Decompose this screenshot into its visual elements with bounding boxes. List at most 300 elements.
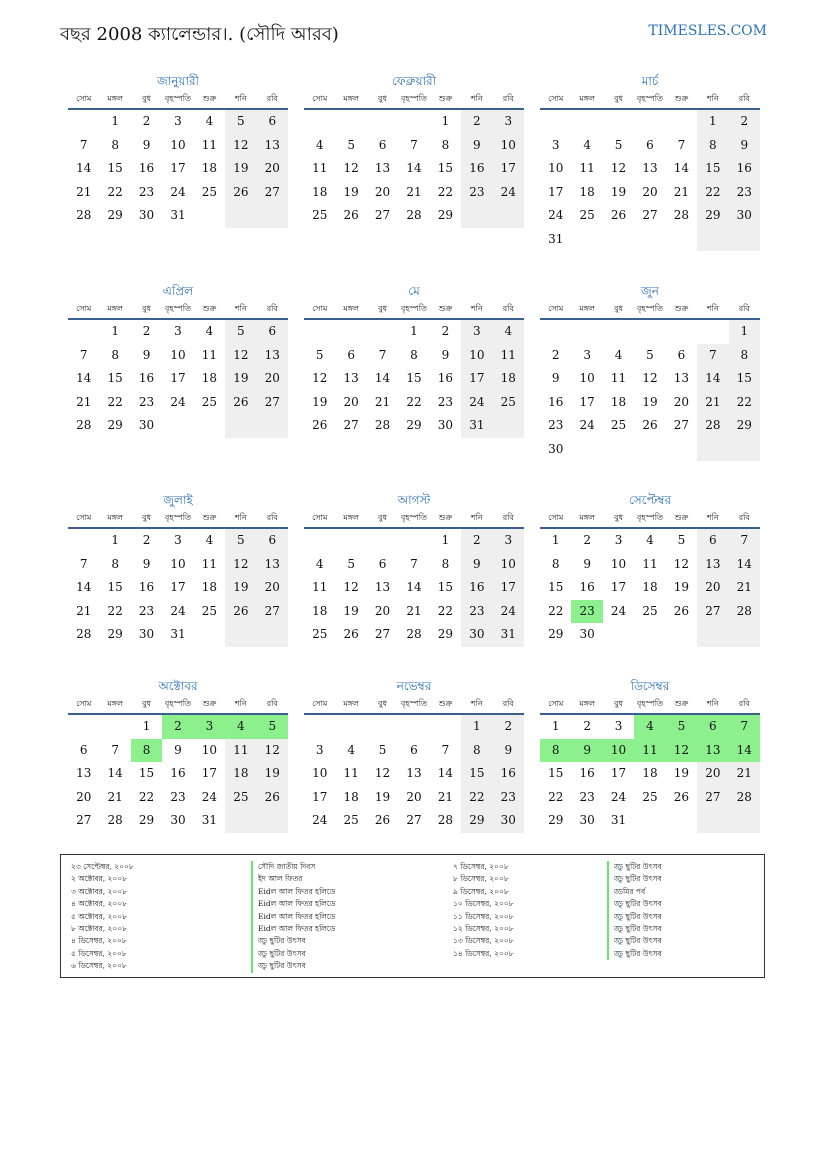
day-cell: 27 — [673, 418, 690, 432]
day-cell: 28 — [437, 813, 454, 827]
weekday-label: শুক্র — [202, 513, 217, 522]
day-cell: 10 — [461, 344, 492, 368]
day-cell: 2 — [162, 715, 193, 739]
day-cell: 1 — [111, 114, 119, 128]
day-cell: 17 — [579, 394, 595, 409]
day-cell: 12 — [642, 371, 658, 385]
day-cell: 29 — [107, 208, 123, 222]
day-cell: 18 — [201, 371, 218, 385]
weekday-label: বৃহস্পতি — [636, 304, 664, 313]
weekday-label: সোম — [312, 513, 328, 522]
day-cell: 24 — [493, 600, 524, 624]
day-cell: 7 — [79, 137, 88, 152]
day-cell: 8 — [131, 739, 162, 763]
day-cell: 9 — [551, 371, 560, 385]
legend-col1-dates — [71, 861, 134, 973]
day-grid — [540, 110, 760, 251]
empty-cell — [335, 715, 366, 739]
empty-cell — [493, 204, 524, 228]
weekday-label: শুক্র — [674, 304, 689, 313]
month-block — [68, 72, 288, 228]
weekday-label: শনি — [706, 699, 719, 708]
weekday-label: রবি — [266, 699, 278, 708]
day-cell: 20 — [697, 576, 728, 600]
holiday-name: ড্ডু ছুটির উৎসব — [607, 911, 662, 923]
weekday-label: সোম — [312, 94, 328, 103]
day-cell: 26 — [610, 208, 627, 222]
empty-cell — [257, 623, 288, 647]
empty-cell — [257, 414, 288, 438]
weekday-header — [540, 90, 760, 110]
day-cell: 13 — [406, 766, 422, 780]
day-cell: 24 — [548, 208, 564, 222]
empty-cell — [634, 809, 665, 833]
day-cell: 2 — [461, 110, 492, 134]
holiday-date: ১১ ডিসেম্বর, ২০০৮ — [453, 911, 514, 921]
day-cell: 18 — [312, 603, 328, 618]
holiday-date: ৭ ডিসেম্বর, ২০০৮ — [453, 862, 509, 871]
day-cell: 1 — [142, 719, 151, 733]
day-cell: 11 — [493, 344, 524, 368]
empty-cell — [666, 320, 697, 344]
day-cell: 17 — [610, 580, 627, 594]
day-grid — [68, 320, 288, 438]
day-cell: 20 — [673, 394, 690, 409]
day-cell: 14 — [673, 161, 690, 175]
day-cell: 6 — [378, 137, 387, 152]
day-cell: 6 — [257, 320, 288, 344]
empty-cell — [697, 809, 728, 833]
day-cell: 4 — [634, 715, 665, 739]
day-cell: 23 — [493, 786, 524, 810]
day-cell: 1 — [551, 533, 560, 547]
day-cell: 25 — [343, 813, 359, 827]
day-cell: 11 — [343, 766, 359, 780]
weekday-label: রবি — [738, 699, 750, 708]
empty-cell — [367, 715, 398, 739]
day-cell: 21 — [107, 789, 123, 804]
day-cell: 23 — [729, 181, 760, 205]
day-cell: 15 — [107, 580, 123, 594]
month-name: জানুয়ারী — [157, 74, 199, 88]
weekday-label: রবি — [266, 94, 278, 103]
empty-cell — [571, 320, 602, 344]
day-cell: 10 — [493, 134, 524, 158]
day-cell: 8 — [551, 556, 560, 571]
day-cell: 19 — [642, 394, 658, 409]
day-cell: 30 — [138, 627, 155, 641]
day-cell: 4 — [347, 742, 355, 757]
day-grid — [540, 320, 760, 461]
empty-cell — [634, 110, 665, 134]
day-cell: 13 — [697, 553, 728, 577]
day-cell: 1 — [410, 324, 418, 338]
empty-cell — [225, 414, 256, 438]
empty-cell — [729, 438, 760, 462]
month-name: মে — [408, 284, 420, 298]
weekday-label: বুধ — [614, 94, 624, 103]
day-cell: 6 — [646, 137, 654, 152]
day-cell: 18 — [579, 184, 595, 199]
day-cell: 15 — [138, 766, 155, 780]
empty-cell — [634, 438, 665, 462]
day-cell: 15 — [107, 371, 123, 385]
day-cell: 28 — [76, 208, 92, 222]
day-cell: 30 — [579, 813, 595, 827]
day-cell: 25 — [225, 786, 256, 810]
weekday-label: মঙ্গল — [579, 513, 595, 522]
day-cell: 7 — [697, 344, 728, 368]
empty-cell — [634, 320, 665, 344]
holiday-date: ২৩ সেপ্টেম্বর, ২০০৮ — [71, 862, 134, 871]
weekday-label: শুক্র — [674, 699, 689, 708]
day-cell: 14 — [697, 367, 728, 391]
empty-cell — [540, 320, 571, 344]
day-cell: 19 — [257, 762, 288, 786]
weekday-label: বুধ — [142, 94, 152, 103]
day-cell: 22 — [107, 394, 123, 409]
day-cell: 18 — [493, 367, 524, 391]
empty-cell — [729, 228, 760, 252]
month-block — [540, 677, 760, 833]
empty-cell — [493, 414, 524, 438]
day-cell: 14 — [729, 739, 760, 763]
weekday-label: মঙ্গল — [343, 699, 359, 708]
empty-cell — [666, 623, 697, 647]
empty-cell — [603, 110, 634, 134]
day-cell: 6 — [79, 742, 88, 757]
holiday-date: ৪ ডিসেম্বর, ২০০৮ — [71, 936, 127, 946]
day-cell: 21 — [374, 394, 391, 409]
day-cell: 15 — [461, 762, 492, 786]
day-cell: 12 — [225, 553, 256, 577]
day-cell: 19 — [374, 789, 391, 804]
day-cell: 20 — [343, 394, 359, 409]
day-cell: 15 — [437, 161, 454, 175]
day-cell: 26 — [257, 786, 288, 810]
day-cell: 16 — [138, 161, 155, 175]
day-cell: 28 — [729, 786, 760, 810]
weekday-label: সোম — [548, 94, 564, 103]
day-cell: 6 — [257, 529, 288, 553]
empty-cell — [571, 110, 602, 134]
day-cell: 1 — [461, 715, 492, 739]
day-cell: 17 — [170, 371, 186, 385]
day-cell: 23 — [579, 789, 595, 804]
day-cell: 10 — [170, 556, 186, 571]
empty-cell — [304, 110, 335, 134]
month-name: নভেম্বর — [396, 679, 432, 693]
day-cell: 24 — [312, 813, 328, 827]
day-cell: 29 — [548, 813, 564, 827]
day-cell: 25 — [579, 208, 595, 222]
day-cell: 23 — [461, 600, 492, 624]
day-cell: 8 — [111, 556, 119, 571]
day-cell: 27 — [257, 391, 288, 415]
day-cell: 16 — [138, 580, 155, 594]
day-cell: 17 — [201, 766, 218, 780]
empty-cell — [194, 204, 225, 228]
day-cell: 14 — [437, 766, 454, 780]
day-cell: 17 — [493, 157, 524, 181]
day-grid — [68, 529, 288, 647]
brand-link[interactable]: TIMESLES.COM — [648, 23, 767, 39]
day-cell: 10 — [201, 742, 218, 757]
weekday-header — [68, 695, 288, 715]
day-cell: 8 — [441, 137, 450, 152]
weekday-label: রবি — [502, 94, 514, 103]
empty-cell — [225, 809, 256, 833]
day-cell: 12 — [343, 580, 359, 594]
empty-cell — [634, 623, 665, 647]
day-cell: 4 — [225, 715, 256, 739]
day-cell: 19 — [225, 576, 256, 600]
month-name: জুন — [641, 284, 659, 298]
weekday-label: শুক্র — [674, 94, 689, 103]
weekday-label: বৃহস্পতি — [164, 304, 192, 313]
day-cell: 8 — [540, 739, 571, 763]
empty-cell — [257, 809, 288, 833]
day-cell: 30 — [138, 208, 155, 222]
day-cell: 15 — [406, 371, 422, 385]
day-cell: 14 — [76, 580, 92, 594]
day-cell: 17 — [170, 161, 186, 175]
day-cell: 17 — [493, 576, 524, 600]
empty-cell — [335, 529, 366, 553]
weekday-label: শুক্র — [438, 699, 453, 708]
day-cell: 26 — [642, 418, 658, 432]
month-name: ফেব্রুয়ারী — [391, 74, 437, 88]
weekday-label: বৃহস্পতি — [636, 513, 664, 522]
holiday-name: ড্ডু ছুটির উৎসব — [607, 948, 662, 960]
day-cell: 9 — [493, 739, 524, 763]
day-grid — [304, 529, 524, 647]
day-cell: 2 — [493, 715, 524, 739]
day-cell: 5 — [347, 556, 355, 571]
day-cell: 24 — [579, 418, 595, 432]
day-cell: 26 — [312, 418, 328, 432]
month-block — [68, 491, 288, 647]
day-cell: 10 — [548, 161, 564, 175]
day-cell: 12 — [673, 556, 690, 571]
day-cell: 7 — [410, 556, 418, 571]
holiday-date: ৬ ডিসেম্বর, ২০০৮ — [71, 961, 127, 971]
day-cell: 29 — [437, 627, 454, 641]
day-cell: 20 — [642, 184, 658, 199]
weekday-label: শনি — [470, 699, 483, 708]
empty-cell — [603, 320, 634, 344]
weekday-label: শনি — [470, 304, 483, 313]
weekday-label: শুক্র — [438, 94, 453, 103]
day-cell: 11 — [610, 371, 627, 385]
day-cell: 8 — [729, 344, 760, 368]
day-cell: 5 — [225, 529, 256, 553]
day-cell: 18 — [642, 580, 658, 594]
month-name: এপ্রিল — [162, 284, 194, 298]
weekday-header — [304, 509, 524, 529]
day-cell: 23 — [437, 394, 454, 409]
day-cell: 25 — [642, 603, 658, 618]
day-cell: 26 — [673, 603, 690, 618]
day-cell: 31 — [461, 414, 492, 438]
day-cell: 5 — [666, 715, 697, 739]
day-cell: 9 — [461, 134, 492, 158]
weekday-label: সোম — [76, 94, 92, 103]
day-cell: 11 — [634, 739, 665, 763]
day-cell: 27 — [697, 600, 728, 624]
day-cell: 2 — [729, 110, 760, 134]
day-cell: 6 — [697, 715, 728, 739]
day-cell: 14 — [107, 766, 123, 780]
empty-cell — [603, 438, 634, 462]
empty-cell — [697, 438, 728, 462]
day-cell: 16 — [579, 766, 595, 780]
day-cell: 14 — [374, 371, 391, 385]
day-cell: 17 — [312, 789, 328, 804]
day-cell: 2 — [142, 324, 151, 338]
day-cell: 12 — [343, 161, 359, 175]
day-grid — [304, 320, 524, 438]
day-cell: 13 — [257, 134, 288, 158]
day-cell: 5 — [614, 137, 623, 152]
holiday-date: ৮ অক্টোবর, ২০০৮ — [71, 924, 128, 934]
day-cell: 6 — [410, 742, 418, 757]
day-cell: 19 — [343, 184, 359, 199]
weekday-label: মঙ্গল — [107, 94, 123, 103]
empty-cell — [398, 529, 429, 553]
legend-col1-names — [251, 861, 335, 973]
day-cell: 11 — [201, 556, 218, 571]
empty-cell — [367, 110, 398, 134]
day-cell: 24 — [170, 603, 186, 618]
weekday-label: বৃহস্পতি — [164, 699, 192, 708]
weekday-header — [68, 90, 288, 110]
day-cell: 15 — [729, 367, 760, 391]
weekday-label: শনি — [234, 94, 247, 103]
day-cell: 21 — [673, 184, 690, 199]
holiday-name: Eidল আল ফিতর হলিডে — [251, 898, 335, 910]
empty-cell — [430, 715, 461, 739]
weekday-label: শনি — [234, 699, 247, 708]
day-cell: 30 — [729, 204, 760, 228]
day-cell: 8 — [441, 556, 450, 571]
day-cell: 13 — [257, 553, 288, 577]
weekday-label: মঙ্গল — [107, 699, 123, 708]
day-cell: 5 — [378, 742, 387, 757]
month-name: অক্টোবর — [158, 679, 198, 693]
weekday-label: শনি — [470, 94, 483, 103]
day-grid — [68, 110, 288, 228]
day-cell: 29 — [461, 809, 492, 833]
day-cell: 12 — [666, 739, 697, 763]
weekday-label: বুধ — [614, 699, 624, 708]
holiday-date: ১৩ ডিসেম্বর, ২০০৮ — [453, 936, 514, 946]
weekday-label: বুধ — [378, 699, 388, 708]
day-cell: 29 — [729, 414, 760, 438]
day-cell: 24 — [610, 603, 627, 618]
day-cell: 26 — [225, 391, 256, 415]
day-cell: 3 — [174, 114, 182, 128]
weekday-label: শুক্র — [438, 513, 453, 522]
day-cell: 7 — [79, 556, 88, 571]
day-cell: 10 — [493, 553, 524, 577]
day-cell: 27 — [642, 208, 658, 222]
day-cell: 10 — [579, 371, 595, 385]
page-title: বছর 2008 ক্যালেন্ডার।. (সৌদি আরব) — [60, 24, 339, 45]
holiday-date: ৯ ডিসেম্বর, ২০০৮ — [453, 886, 509, 896]
weekday-label: মঙ্গল — [107, 513, 123, 522]
weekday-label: রবি — [502, 513, 514, 522]
day-cell: 6 — [257, 110, 288, 134]
day-cell: 19 — [225, 157, 256, 181]
empty-cell — [257, 204, 288, 228]
empty-cell — [367, 529, 398, 553]
day-cell: 27 — [374, 627, 391, 641]
day-cell: 11 — [579, 161, 595, 175]
day-cell: 7 — [729, 529, 760, 553]
month-block — [540, 282, 760, 461]
day-cell: 3 — [583, 347, 591, 362]
day-cell: 19 — [225, 367, 256, 391]
day-cell: 4 — [205, 533, 214, 547]
day-cell: 22 — [548, 603, 564, 618]
day-cell: 1 — [441, 114, 450, 128]
weekday-label: সোম — [76, 699, 92, 708]
weekday-label: রবি — [738, 94, 750, 103]
weekday-label: শুক্র — [438, 304, 453, 313]
day-grid — [304, 715, 524, 833]
empty-cell — [571, 228, 602, 252]
day-cell: 15 — [697, 157, 728, 181]
day-cell: 30 — [579, 627, 595, 641]
month-block — [304, 282, 524, 438]
day-cell: 25 — [201, 394, 218, 409]
weekday-label: বৃহস্পতি — [400, 304, 428, 313]
day-cell: 24 — [201, 789, 218, 804]
day-cell: 5 — [677, 533, 686, 547]
weekday-label: শনি — [470, 513, 483, 522]
day-cell: 27 — [257, 181, 288, 205]
holiday-name: ড্ডু ছুটির উৎসব — [251, 935, 335, 947]
weekday-label: বুধ — [142, 304, 152, 313]
empty-cell — [634, 228, 665, 252]
holiday-name: সৌদি জাতীয় দিবস — [251, 861, 335, 873]
day-cell: 18 — [201, 161, 218, 175]
holiday-date: ৫ ডিসেম্বর, ২০০৮ — [71, 948, 127, 958]
holiday-name: ড্ডু ছুটির উৎসব — [607, 923, 662, 935]
legend-col2-dates — [453, 861, 514, 960]
day-cell: 5 — [225, 110, 256, 134]
day-cell: 21 — [437, 789, 454, 804]
day-cell: 13 — [257, 344, 288, 368]
weekday-label: শনি — [706, 94, 719, 103]
holiday-date: ১০ ডিসেম্বর, ২০০৮ — [453, 899, 514, 909]
day-cell: 25 — [493, 391, 524, 415]
weekday-header — [304, 300, 524, 320]
day-cell: 30 — [493, 809, 524, 833]
holiday-name: ড্ডু ছুটির উৎসব — [607, 898, 662, 910]
day-cell: 21 — [76, 603, 92, 618]
day-cell: 25 — [312, 208, 328, 222]
empty-cell — [461, 204, 492, 228]
weekday-label: মঙ্গল — [579, 304, 595, 313]
day-cell: 4 — [205, 114, 214, 128]
day-cell: 15 — [548, 766, 564, 780]
weekday-label: শনি — [234, 513, 247, 522]
empty-cell — [162, 414, 193, 438]
day-cell: 17 — [548, 184, 564, 199]
day-cell: 8 — [697, 134, 728, 158]
